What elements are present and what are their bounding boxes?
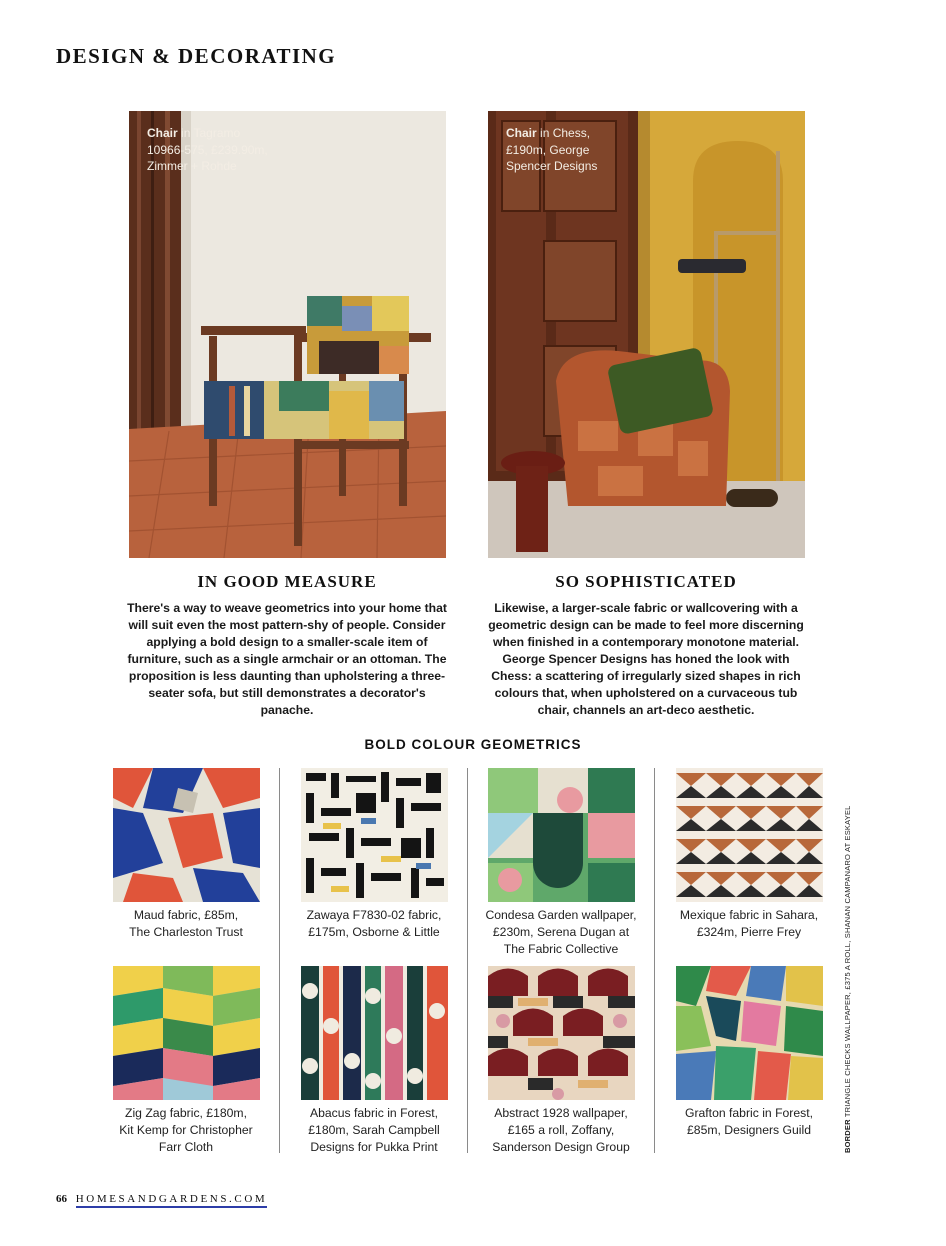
divider-2: [467, 768, 468, 1153]
column-body-left: There's a way to weave geometrics into your home that will suit even the most pattern-shy of people. Consider applying a bold design to a smaller-scale item of furniture, such as a single armchair or an ottoman. The proposition is less daunting than upholstering a three-seater sofa, but still demonstrates a decorator's panache.: [127, 601, 447, 717]
photo-right-caption: Chair in Chess, £190m, George Spencer Designs: [506, 126, 598, 173]
armchair-photo: [129, 111, 446, 558]
swatch-caption-zawaya: Zawaya F7830-02 fabric, £175m, Osborne & Little: [306, 908, 442, 939]
swatch-abstract-1928: [488, 966, 635, 1100]
swatch-grafton: [676, 966, 823, 1100]
column-heading-right: SO SOPHISTICATED: [555, 572, 737, 591]
divider-1: [279, 768, 280, 1153]
swatch-mexique: [676, 768, 823, 902]
swatch-caption-grafton: Grafton fabric in Forest, £85m, Designers Guild: [684, 1106, 814, 1137]
swatch-zawaya: [301, 768, 448, 902]
swatch-caption-maud: Maud fabric, £85m, The Charleston Trust: [129, 908, 243, 939]
swatch-condesa: [488, 768, 635, 902]
swatch-zig-zag: [113, 966, 260, 1100]
divider-3: [654, 768, 655, 1153]
swatch-caption-abstract-1928: Abstract 1928 wallpaper, £165 a roll, Zoffany, Sanderson Design Group: [492, 1106, 630, 1154]
swatch-abacus: [301, 966, 448, 1100]
photo-left-caption: Chair in Tagramo 10966-575, £239.90m, Zimmer + Rohde: [147, 126, 268, 173]
swatch-caption-abacus: Abacus fabric in Forest, £180m, Sarah Campbell Designs for Pukka Print: [308, 1106, 440, 1154]
photo-left: [129, 111, 446, 558]
swatch-caption-zig-zag: Zig Zag fabric, £180m, Kit Kemp for Christopher Farr Cloth: [119, 1106, 253, 1154]
photo-right: [488, 111, 805, 558]
swatch-maud: [113, 768, 260, 902]
section-title: DESIGN & DECORATING: [56, 44, 337, 68]
border-credit: BORDER TRIANGLE CHECKS WALLPAPER, £375 A ROLL, SHANAN CAMPANARO AT ESKAYEL: [843, 805, 852, 1153]
page-number: 66: [56, 1193, 67, 1205]
swatch-caption-condesa: Condesa Garden wallpaper, £230m, Serena Dugan at The Fabric Collective: [485, 908, 637, 956]
swatches-heading: BOLD COLOUR GEOMETRICS: [364, 737, 582, 752]
tub-chair-photo: [488, 111, 805, 558]
page-footer: [56, 1193, 267, 1205]
column-heading-left: IN GOOD MEASURE: [197, 572, 377, 591]
swatch-caption-mexique: Mexique fabric in Sahara, £324m, Pierre Frey: [679, 908, 819, 939]
site-link[interactable]: HOMESANDGARDENS.COM: [76, 1193, 268, 1208]
column-body-right: Likewise, a larger-scale fabric or wallcovering with a geometric design can be made to feel more discerning when finished in a contemporary monotone material. George Spencer Designs has honed the look with Chess: a scattering of irregularly sized shapes in rich colours that, when upholstered on a curvaceous tub chair, channels an art-deco aesthetic.: [488, 601, 804, 717]
